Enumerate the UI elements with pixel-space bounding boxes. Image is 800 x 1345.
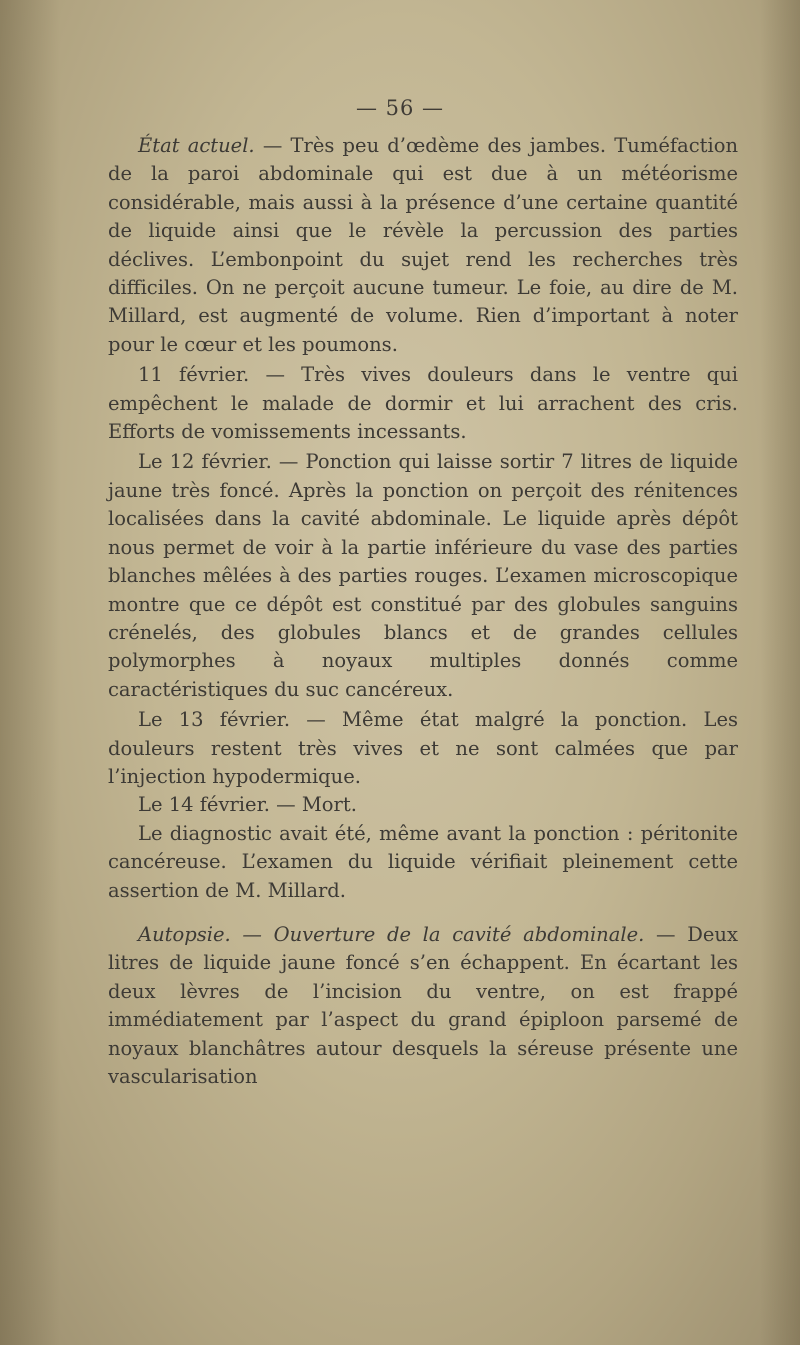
section-label-autopsie: Autopsie. — Ouverture de la cavité abdominale. xyxy=(138,922,645,946)
paragraph-text: — Très peu d’œdème des jambes. Tuméfaction de la paroi abdominale qui est due à un météorisme considérable, mais aussi à la présence d’une certaine quantité de liquide ainsi que le révèle la percussion des parties déclives. L’embonpoint du sujet rend les recherches très difficiles. On ne perçoit aucune tumeur. Le foie, au dire de M. Millard, est augmenté de volume. Rien d’important à noter pour le cœur et les poumons. xyxy=(108,134,739,356)
paragraph-13-fevrier: Le 13 février. — Même état malgré la ponction. Les douleurs restent très vives et ne sont calmées que par l’injection hypodermique. xyxy=(108,708,738,788)
paragraph-12-fevrier: Le 12 février. — Ponction qui laisse sortir 7 litres de liquide jaune très foncé. Après la ponction on perçoit des rénitences localisées dans la cavité abdominale. Le liquide après dépôt nous permet de voir à la partie inférieure du vase des parties blanches mêlées à des parties rouges. L’examen microscopique montre que ce dépôt est constitué par des globules sanguins crénelés, des globules blancs et de grandes cellules polymorphes à noyaux multiples donnés comme caractéristiques du suc cancéreux. xyxy=(108,450,738,701)
page-shadow-left xyxy=(0,0,60,1345)
body-text xyxy=(108,132,738,1091)
page-number: — 56 — xyxy=(355,96,445,120)
paragraph-14-fevrier: Le 14 février. — Mort. xyxy=(138,793,357,817)
paragraph-text: — Deux litres de liquide jaune foncé s’en échappent. En écartant les deux lèvres de l’incision du ventre, on est frappé immédiatement par l’aspect du grand épiploon parsemé de noyaux blanchâtres autour desquels la séreuse présente une vascularisation xyxy=(108,922,738,1088)
paragraph-autopsie xyxy=(108,921,738,1091)
paragraph-11-fevrier: 11 février. — Très vives douleurs dans le ventre qui empêchent le malade de dormir et lui arrachent des cris. Efforts de vomissements incessants. xyxy=(108,363,738,444)
paragraph-diagnostic: Le diagnostic avait été, même avant la ponction : péritonite cancéreuse. L’examen du liquide vérifiait pleinement cette assertion de M. Millard. xyxy=(108,821,738,902)
page-shadow-right xyxy=(760,0,800,1345)
section-label-etat-actuel: État actuel. xyxy=(138,134,255,157)
paragraph-etat-actuel xyxy=(108,132,738,359)
